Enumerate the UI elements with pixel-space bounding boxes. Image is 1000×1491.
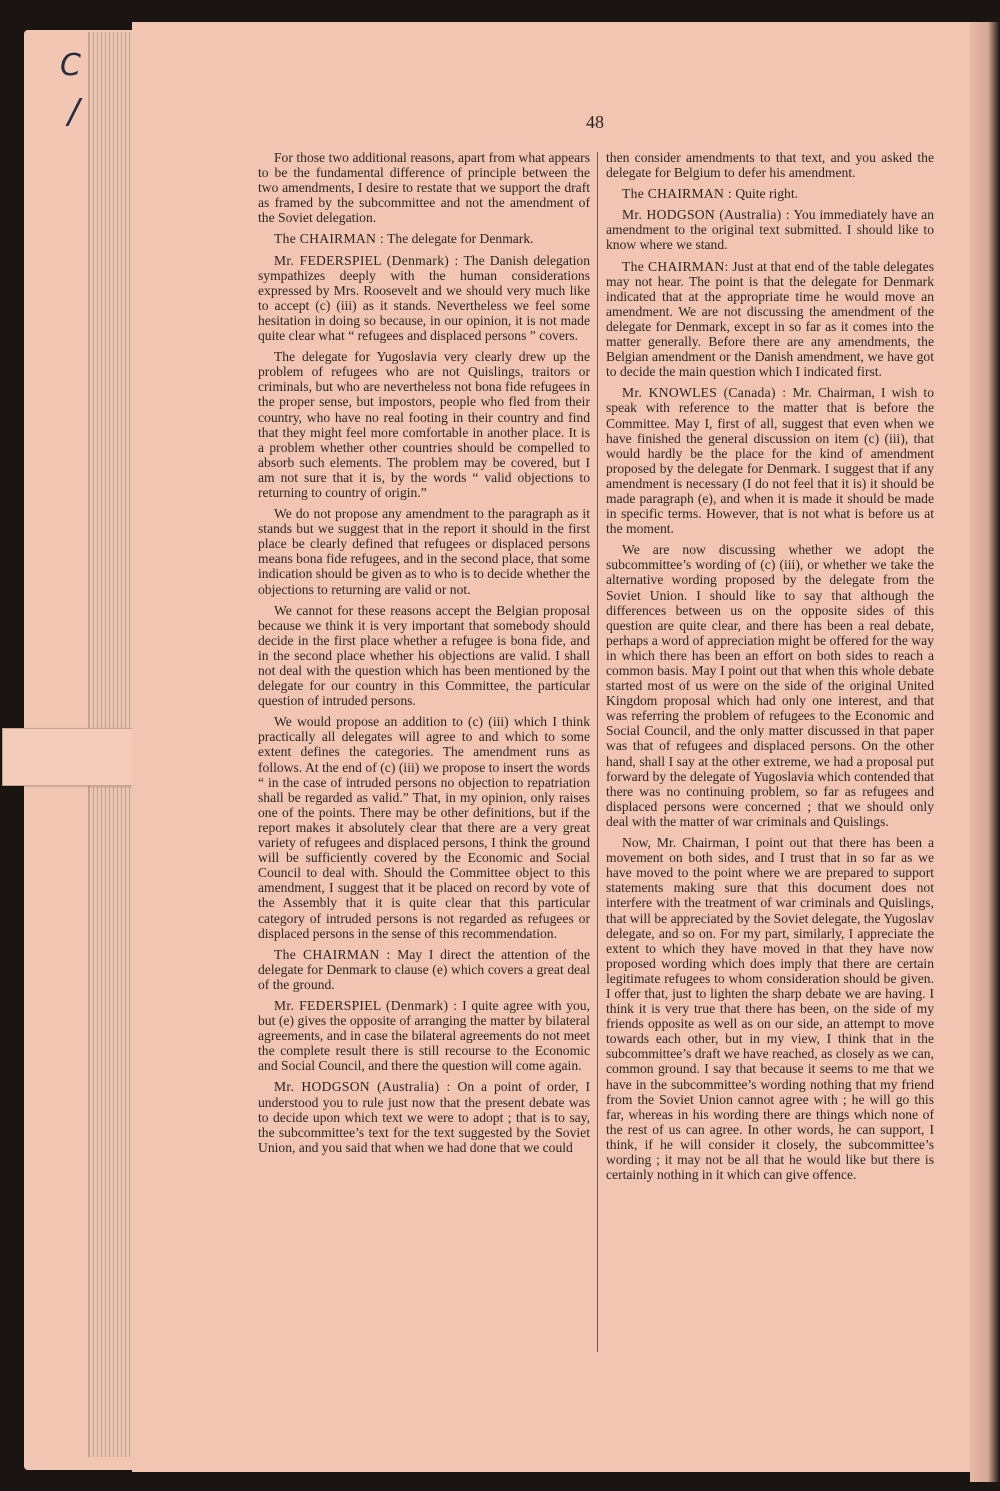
paragraph-text: You immediately have an amendment to the original text submitted. I should like to know where we stand. <box>606 207 934 253</box>
paragraph-text: May I direct the attention of the delegate for Denmark to clause (e) which covers a great deal of the ground. <box>258 946 590 992</box>
paragraph-text: Quite right. <box>735 186 799 202</box>
paragraph-text: Mr. Chairman, I wish to speak with reference to the matter that is before the Committee. May I, first of all, suggest that even when we have finished the general discussion on item (c) (iii), that would hardly be the place for the kind of amendment proposed by the delegate for Denmark. I suggest that if any amendment is necessary (I do not feel that it is) it should be made paragraph (e), and when it is made it should be made in specific terms. However, that is not what is before us at the moment. <box>606 385 934 537</box>
paragraph-text: We are now discussing whether we adopt the subcommittee’s wording of (c) (iii), or whether we take the alternative wording proposed by the delegate from the Soviet Union. I should like to say that although the differences between us on the opposite sides of this question are quite clear, and there has been a real debate, perhaps a word of appreciation might be offered for the way in which there has been an effort on both sides to reach a common basis. May I point out that when this whole debate started most of us were on the side of the original United Kingdom proposal which had only one interest, and that was referring the problem of refugees to the Economic and Social Council, and the only matter discussed in that paper was that of refugees and displaced persons. On the other hand, shall I say at the other extreme, we had a proposal put forward by the delegate of Yugoslavia which contended that there was no continuing problem, so far as refugees and displaced persons were concerned ; that we should only deal with the matter of war criminals and Quislings. <box>606 542 934 829</box>
speaker-label: The CHAIRMAN : <box>274 231 384 247</box>
paragraph <box>258 231 590 246</box>
paragraph <box>258 1079 590 1154</box>
page-number: 48 <box>586 112 604 132</box>
speaker-label: Mr. HODGSON (Australia) : <box>274 1079 451 1095</box>
paragraph-text: We would propose an addition to (c) (iii) which I think practically all delegates will agree to and which to some extent defines the categories. The amendment runs as follows. At the end of (c) (iii) we propose to insert the words “ in the case of intruded persons no objection to repatriation shall be regarded as valid.” That, in my opinion, only raises one of the points. There may be other definitions, but if the report makes it absolutely clear that there are a very great variety of refugees and displaced persons, I think the ground will be sufficiently covered by the Economic and Social Council to deal with. Should the Committee object to this amendment, I suggest that it be placed on record by vote of the Assembly that it is quite clear that this particular category of intruded persons is not regarded as refugees or displaced persons in the sense of this recommendation. <box>258 714 590 941</box>
column-divider <box>597 152 598 1352</box>
paragraph <box>606 150 934 180</box>
paragraph <box>258 253 590 344</box>
paragraph <box>258 998 590 1073</box>
paragraph <box>606 207 934 252</box>
paragraph <box>606 186 934 201</box>
paragraph <box>258 150 590 225</box>
speaker-label: Mr. HODGSON (Australia) : <box>622 207 790 223</box>
paragraph-text: I quite agree with you, but (e) gives the opposite of arranging the matter by bilateral agreements, and in case the bilateral agreements do not meet the complete result there is still recourse to the Economic and Social Council, and there the question will come again. <box>258 997 590 1074</box>
paragraph-text: For those two additional reasons, apart from what appears to be the fundamental difference of principle between the two amendments, I desire to restate that we support the draft as framed by the subcommittee and not the amendment of the Soviet delegation. <box>258 150 590 226</box>
right-column <box>606 150 934 1188</box>
paragraph-text: The delegate for Yugoslavia very clearly drew up the problem of refugees who are not Quislings, traitors or criminals, but who are nevertheless not bona fide refugees in the proper sense, but impostors, people who fled from their country, who have no real footing in their country and find that they might feel more comfortable in another place. It is a problem whether other countries should be compelled to absorb such elements. The problem may be covered, but I am not sure that it is, by the words “ valid objections to returning to country of origin.” <box>258 349 590 500</box>
paragraph-text: We cannot for these reasons accept the Belgian proposal because we think it is very important that somebody should decide in the first place whether a refugee is bona fide, and in the second place whether his objections are valid. I shall not deal with the question which has been mentioned by the delegate for our country in this Committee, the particular question of intruded persons. <box>258 602 590 709</box>
paragraph <box>606 835 934 1182</box>
speaker-label: The CHAIRMAN : <box>274 946 391 962</box>
paragraph-text: We do not propose any amendment to the paragraph as it stands but we suggest that in the report it should in the first place be clearly defined that refugees or displaced persons means bona fide refugees, and in the second place, that some indication should be given as to who is to decide whether the objections to returning are valid or not. <box>258 506 590 597</box>
paragraph-text: On a point of order, I understood you to rule just now that the present debate was to decide upon which text we were to adopt ; that is to say, the subcommittee’s text for the text suggested by the Soviet Union, and you said that when we had done that we could <box>258 1079 590 1155</box>
paragraph-text: The delegate for Denmark. <box>387 231 534 247</box>
left-column <box>258 150 590 1161</box>
speaker-label: The CHAIRMAN: <box>622 258 729 274</box>
page-right-edge <box>970 22 1000 1482</box>
speaker-label: Mr. FEDERSPIEL (Denmark) : <box>274 997 458 1013</box>
paragraph <box>258 506 590 597</box>
paragraph <box>258 603 590 709</box>
speaker-label: Mr. KNOWLES (Canada) : <box>622 385 787 401</box>
paragraph <box>258 714 590 940</box>
margin-mark-c: C <box>60 48 81 83</box>
paragraph <box>606 542 934 829</box>
margin-mark-slash: / <box>68 92 80 132</box>
paragraph-text: Just at that end of the table delegates may not hear. The point is that the delegate for Denmark indicated that at the appropriate time he would move an amendment. We are not discussing the amendment of the delegate for Denmark, except in so far as it comes into the matter generally. Before there are any amendments, the Belgian amendment or the Danish amendment, we have got to decide the main question which I indicated first. <box>606 258 934 380</box>
paragraph <box>606 385 934 536</box>
paragraph-text: Now, Mr. Chairman, I point out that there has been a movement on both sides, and I trust that in so far as we have moved to the point where we are prepared to support statements making sure that this document does not interfere with the treatment of war criminals and Quislings, that will be appreciated by the Soviet delegate, the Yugoslav delegate, and so on. For my part, similarly, I appreciate the extent to which they have moved in that they have now proposed wording which does imply that there are certain legitimate refugees to whom consideration should be given. I offer that, just to lighten the sharp debate we are having. I think it is very true that there has been, on the side of my friends opposite as well as on our side, an attempt to move towards each other, but in my view, I think that in the subcommittee’s draft we have reached, as closely as we can, common ground. I say that because it seems to me that we have in the subcommittee’s wording nothing that my friend from the Soviet Union cannot agree with ; he will go this far, whereas in his wording there are things which none of the rest of us can agree. In other words, he can support, I think, if he will consider it closely, the subcommittee’s wording ; it may not be all that he would like but there is certainly nothing in it which can give offence. <box>606 835 935 1183</box>
speaker-label: Mr. FEDERSPIEL (Denmark) : <box>274 252 459 268</box>
paragraph <box>258 349 590 500</box>
paragraph <box>606 259 934 380</box>
paragraph <box>258 947 590 992</box>
speaker-label: The CHAIRMAN : <box>622 186 732 202</box>
paragraph-text: then consider amendments to that text, and you asked the delegate for Belgium to defer his amendment. <box>606 150 934 181</box>
paragraph-text: The Danish delegation sympathizes deeply with the human considerations expressed by Mrs. Roosevelt and we should very much like to accept (c) (iii) as it stands. Nevertheless we feel some hesitation in doing so because, in our opinion, it is not made quite clear what “ refugees and displaced persons ” covers. <box>258 252 590 344</box>
